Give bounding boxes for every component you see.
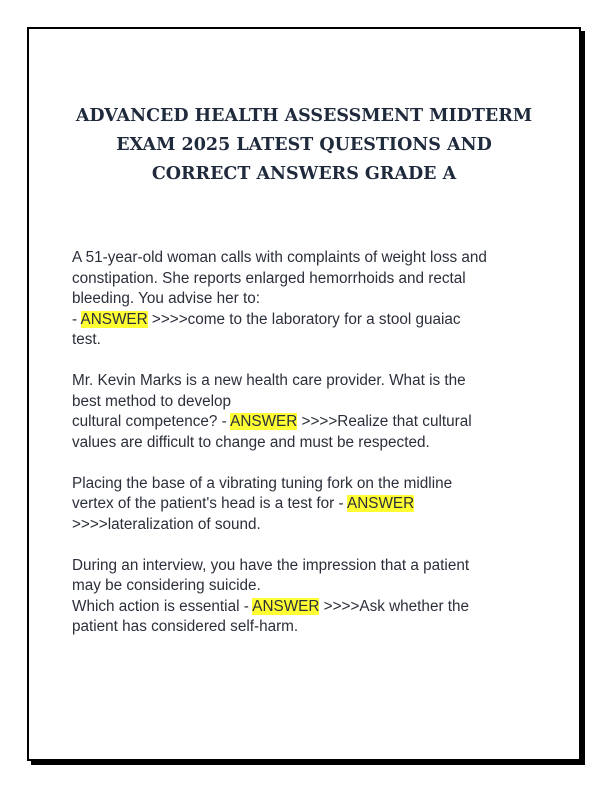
answer-highlight: ANSWER — [347, 495, 415, 512]
answer-text: >>>>come to the laboratory for a stool guaiac — [147, 310, 461, 328]
title-line-3: CORRECT ANSWERS GRADE A — [151, 164, 457, 184]
question-text: Which action is essential - — [72, 597, 253, 615]
document-title — [29, 102, 579, 189]
answer-text: values are difficult to change and must be respected. — [72, 433, 430, 451]
question-text: Mr. Kevin Marks is a new health care provider. What is the — [72, 372, 466, 389]
answer-text: >>>>lateralization of sound. — [72, 515, 261, 533]
question-text: Placing the base of a vibrating tuning fork on the midline — [72, 474, 453, 492]
question-text: best method to develop — [72, 392, 232, 410]
answer-line — [72, 597, 552, 618]
answer-line — [72, 310, 552, 331]
question-text: constipation. She reports enlarged hemorrhoids and rectal — [72, 269, 466, 287]
answer-text: patient has considered self-harm. — [72, 618, 299, 635]
question-text: may be considering suicide. — [72, 577, 261, 594]
answer-highlight: ANSWER — [80, 310, 148, 328]
qa-item-2 — [72, 371, 552, 453]
qa-item-1 — [72, 248, 552, 351]
title-line-1: ADVANCED HEALTH ASSESSMENT MIDTERM — [75, 106, 533, 126]
question-text: bleeding. You advise her to: — [72, 290, 260, 307]
answer-prefix: - — [72, 310, 81, 328]
answer-highlight: ANSWER — [230, 413, 298, 430]
question-text: A 51-year-old woman calls with complaints of weight loss and — [72, 249, 487, 266]
qa-content — [72, 248, 552, 658]
question-text: During an interview, you have the impression that a patient — [72, 556, 470, 574]
title-line-2: EXAM 2025 LATEST QUESTIONS AND — [116, 135, 492, 155]
answer-text: test. — [72, 331, 101, 348]
question-text: cultural competence? - — [72, 413, 231, 430]
qa-item-4 — [72, 556, 552, 638]
question-text: vertex of the patient's head is a test for - — [72, 495, 348, 512]
answer-line — [72, 494, 552, 515]
qa-item-3 — [72, 474, 552, 536]
answer-text: >>>>Ask whether the — [319, 597, 470, 615]
answer-line — [72, 412, 552, 433]
page-frame — [27, 27, 581, 761]
answer-highlight: ANSWER — [252, 597, 320, 615]
answer-text: >>>>Realize that cultural — [297, 413, 472, 430]
